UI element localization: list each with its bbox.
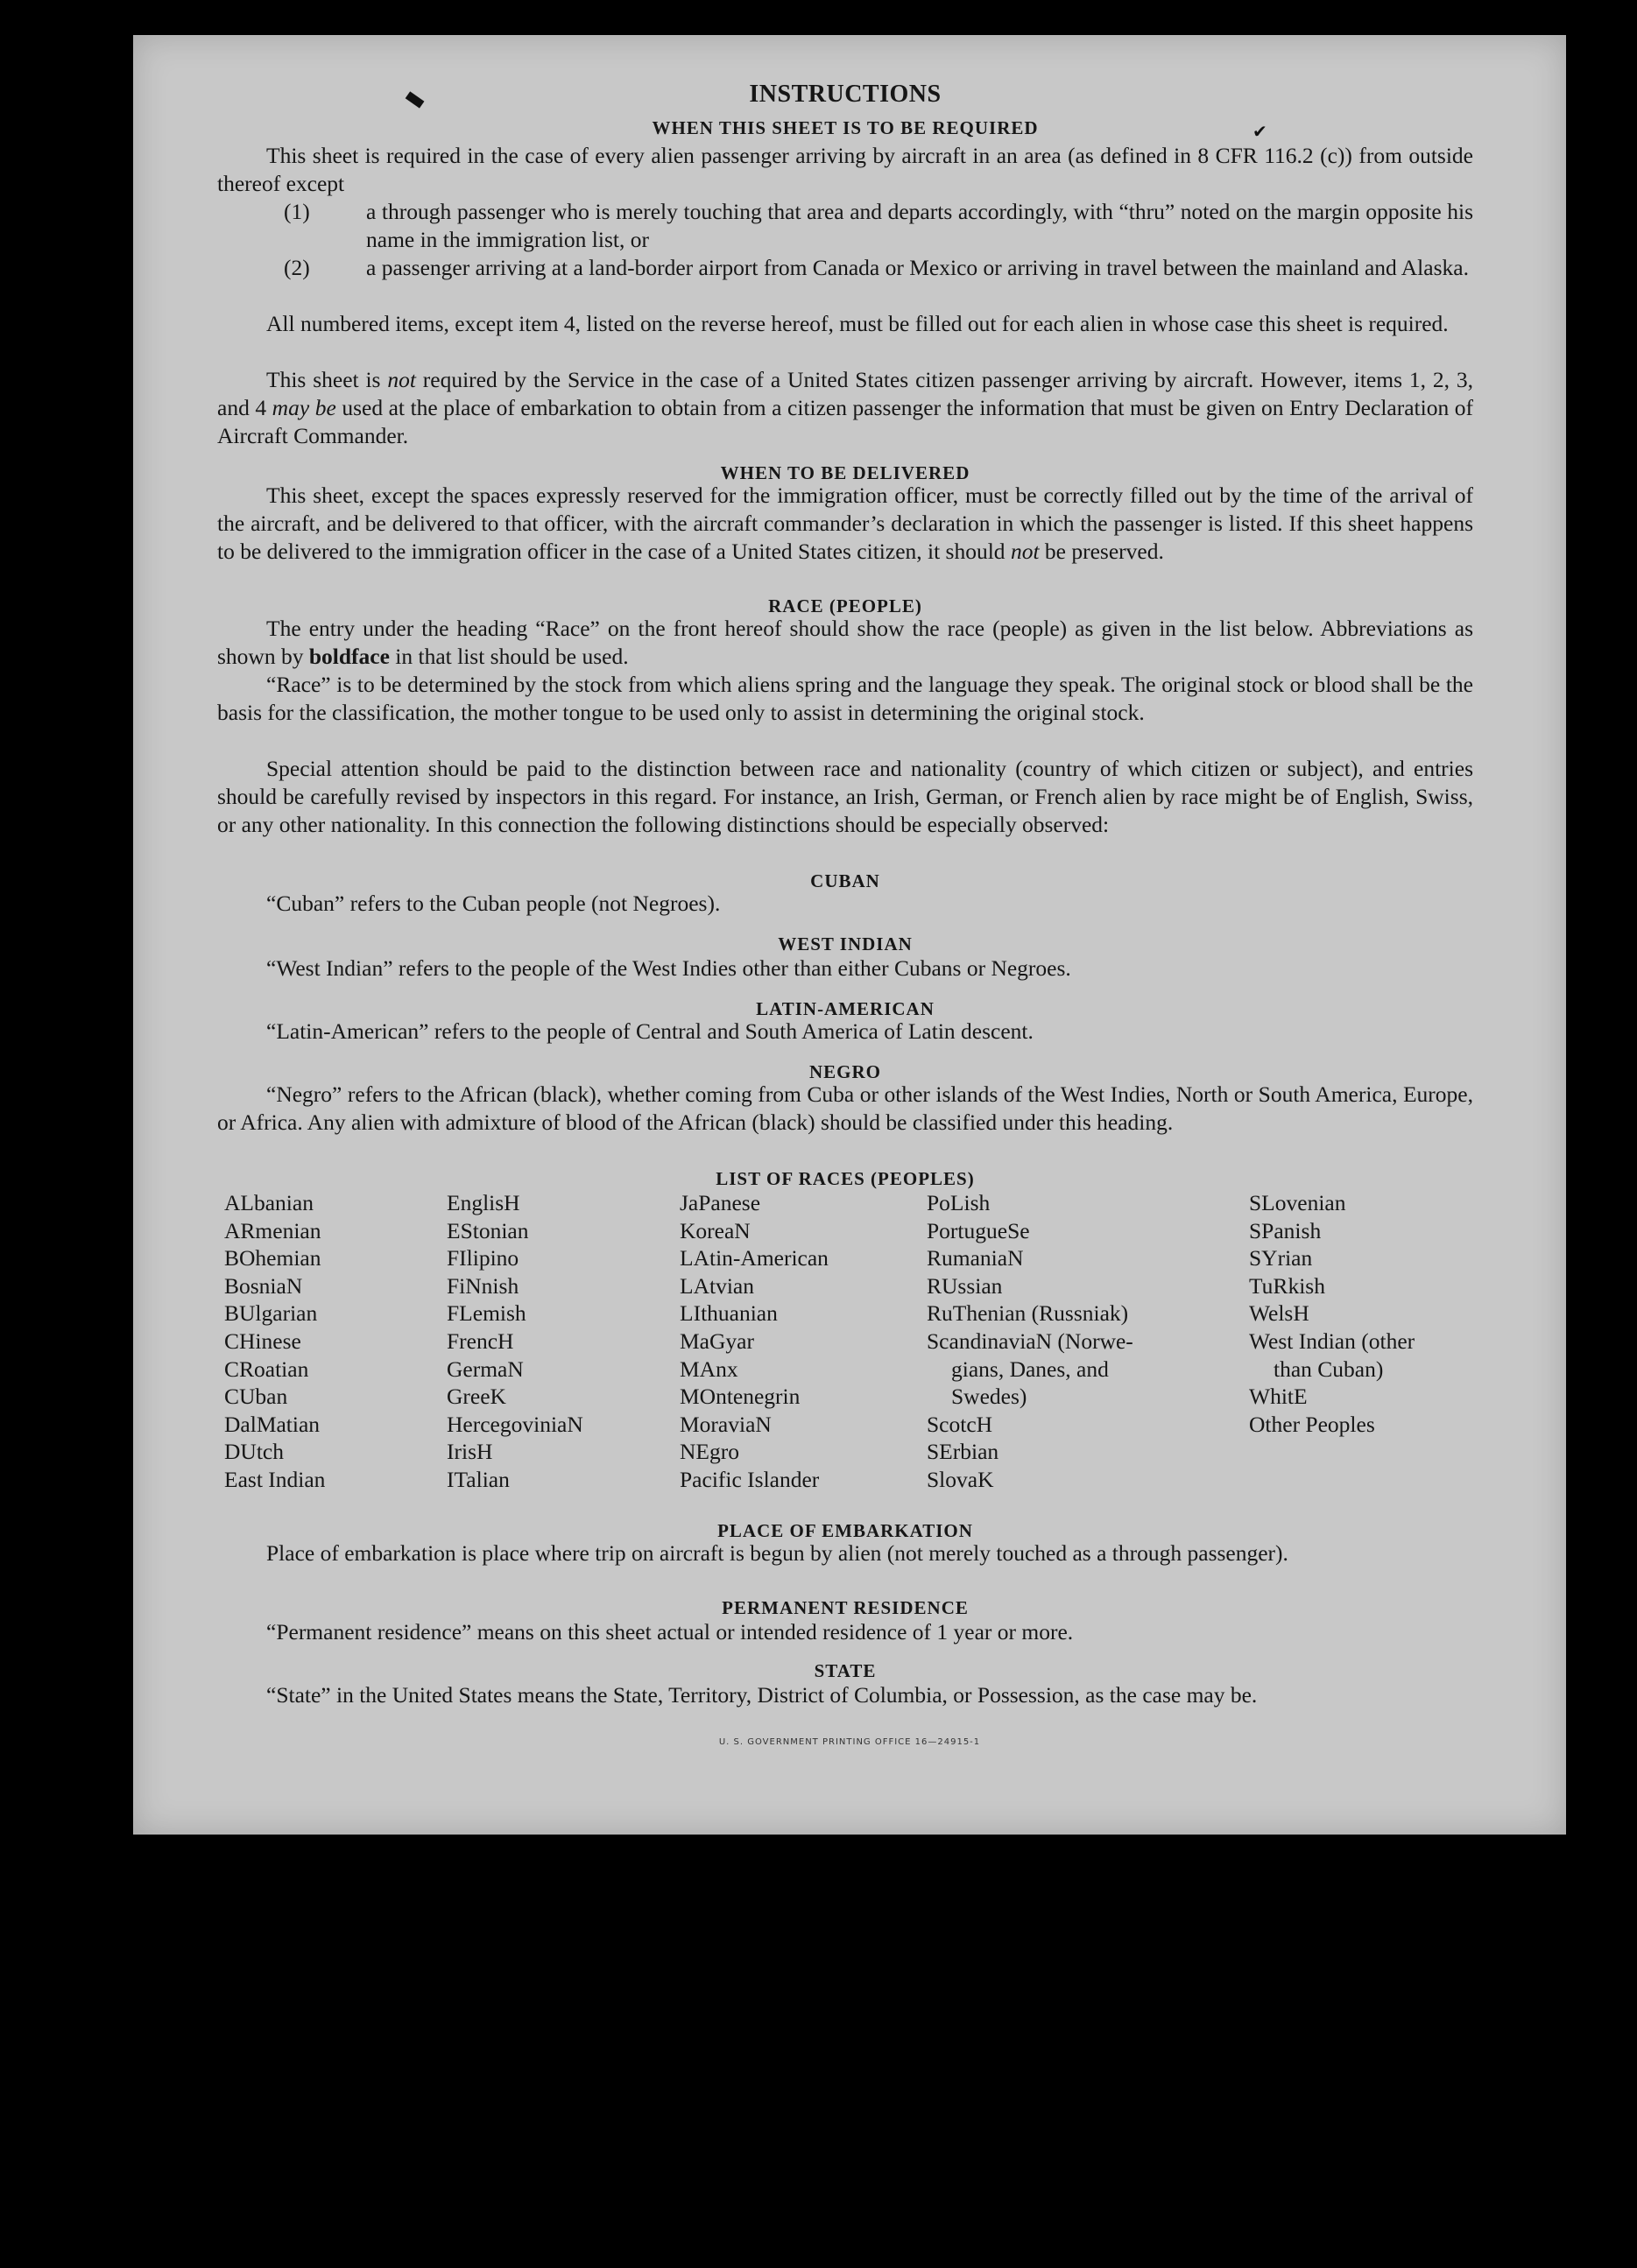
race-item: HercegoviniaN: [447, 1411, 583, 1437]
race-item: LAtvian: [680, 1272, 754, 1299]
race-item: SYrian: [1249, 1245, 1313, 1271]
race-item: RuThenian (Russniak): [927, 1300, 1129, 1327]
heading-embarkation: PLACE OF EMBARKATION: [717, 1520, 973, 1541]
race-item: WelsH: [1249, 1300, 1309, 1327]
race-item-continued: than Cuban): [1274, 1356, 1384, 1382]
text-west-indian: “West Indian” refers to the people of the West Indies other than either Cubans or Negroes.: [266, 955, 1071, 981]
heading-west-indian: WEST INDIAN: [778, 933, 913, 954]
race-item: SlovaK: [927, 1466, 994, 1492]
race-item: ARmenian: [224, 1217, 321, 1243]
heading-cuban: CUBAN: [810, 870, 880, 891]
text-negro: “Negro” refers to the African (black), whether coming from Cuba or other islands of the West Indies, North or South America, Europe, or Africa. Any alien with admixture of blood of the African (black) should be classified under this heading.: [217, 1081, 1473, 1135]
item-text: a passenger arriving at a land-border airport from Canada or Mexico or arriving in travel between the mainland and Alaska.: [366, 255, 1469, 280]
race-item: East Indian: [224, 1466, 326, 1492]
race-item: DalMatian: [224, 1411, 321, 1437]
paragraph-delivered: This sheet, except the spaces expressly reserved for the immigration officer, must be correctly filled out by the time of the arrival of the aircraft, and be delivered to that officer, with the aircraft commander’s declaration in which the passenger is listed. If this sheet happens to be delivered to the immigration officer in the case of a United States citizen, it should not be preserved.: [217, 482, 1473, 564]
race-item: Other Peoples: [1249, 1411, 1375, 1437]
item-number: (1): [284, 199, 310, 224]
text-embarkation: Place of embarkation is place where trip on aircraft is begun by alien (not merely touched as a through passenger).: [266, 1540, 1288, 1566]
heading-residence: PERMANENT RESIDENCE: [722, 1597, 969, 1618]
race-item: ITalian: [447, 1466, 510, 1492]
race-item: ScotcH: [927, 1411, 993, 1437]
section-heading-race: RACE (PEOPLE): [768, 595, 922, 616]
heading-negro: NEGRO: [808, 1061, 881, 1082]
document-sheet: [133, 35, 1566, 1835]
race-item: SLovenian: [1249, 1190, 1346, 1215]
exception-item-1: [284, 198, 1473, 254]
race-item: WhitE: [1249, 1384, 1308, 1410]
paragraph-race-entry: The entry under the heading “Race” on the front hereof should show the race (people) as given in the list below. Abbreviations as shown by boldface in that list should be used.: [217, 616, 1473, 669]
heading-list-of-races: LIST OF RACES (PEOPLES): [716, 1168, 975, 1189]
heading-latin-american: LATIN-AMERICAN: [756, 998, 935, 1019]
race-item: MOntenegrin: [680, 1384, 801, 1410]
races-column-2: [447, 1189, 583, 1494]
race-item: SErbian: [927, 1439, 999, 1465]
race-item: CRoatian: [224, 1356, 309, 1382]
race-item: NEgro: [680, 1439, 739, 1465]
races-column-1: [224, 1189, 325, 1494]
stray-mark: ▬: [399, 81, 432, 116]
race-item: JaPanese: [680, 1190, 761, 1215]
race-item: PoLish: [927, 1190, 991, 1215]
paragraph-race-nationality: Special attention should be paid to the distinction between race and nationality (country of which citizen or subject), and entries should be carefully revised by inspectors in this regard. For instance, an Irish, German, or French alien by race might be of English, Swiss, or any other nationality. In this connection the following distinctions should be especially observed:: [217, 756, 1473, 837]
race-item: PortugueSe: [927, 1217, 1030, 1243]
race-item-continued: Swedes): [951, 1384, 1027, 1410]
item-text: a through passenger who is merely touching that area and departs accordingly, with “thru” noted on the margin opposite his name in the immigration list, or: [366, 199, 1473, 252]
race-item: FrencH: [447, 1328, 514, 1354]
printing-office-footer: U. S. GOVERNMENT PRINTING OFFICE 16—24915-1: [718, 1737, 981, 1747]
page-title: INSTRUCTIONS: [749, 81, 942, 108]
races-column-4: [927, 1189, 1133, 1494]
section-heading-delivered: WHEN TO BE DELIVERED: [720, 462, 970, 483]
race-item: ScandinaviaN (Norwe-: [927, 1328, 1133, 1354]
race-item: IrisH: [447, 1439, 493, 1465]
paragraph-required: This sheet is required in the case of every alien passenger arriving by aircraft in an area (as defined in 8 CFR 116.2 (c)) from outside thereof except: [217, 143, 1473, 196]
race-item: FIlipino: [447, 1245, 519, 1271]
race-item: West Indian (other: [1249, 1328, 1415, 1354]
text-residence: “Permanent residence” means on this sheet actual or intended residence of 1 year or more.: [266, 1619, 1074, 1645]
race-item: LIthuanian: [680, 1300, 778, 1327]
race-item: BosniaN: [224, 1272, 303, 1299]
race-item: FLemish: [447, 1300, 526, 1327]
item-number: (2): [284, 255, 310, 280]
race-item: ALbanian: [224, 1190, 314, 1215]
race-item: RumaniaN: [927, 1245, 1024, 1271]
text-cuban: “Cuban” refers to the Cuban people (not Negroes).: [266, 891, 721, 916]
race-item: CHinese: [224, 1328, 301, 1354]
exception-item-2: [284, 254, 1473, 282]
race-item: SPanish: [1249, 1217, 1322, 1243]
race-item: DUtch: [224, 1439, 284, 1465]
race-item: TuRkish: [1249, 1272, 1325, 1299]
races-column-5: [1249, 1189, 1415, 1438]
paragraph-citizen: This sheet is not required by the Service in the case of a United States citizen passenger arriving by aircraft. However, items 1, 2, 3, and 4 may be used at the place of embarkation to obtain from a citizen passenger the information that must be given on Entry Declaration of Aircraft Commander.: [217, 367, 1473, 448]
race-item: FiNnish: [447, 1272, 519, 1299]
race-item: BOhemian: [224, 1245, 321, 1271]
paragraph-numbered-items: All numbered items, except item 4, listed on the reverse hereof, must be filled out for each alien in whose case this sheet is required.: [266, 311, 1449, 336]
race-item: EStonian: [447, 1217, 529, 1243]
races-column-3: [680, 1189, 829, 1494]
race-item: MoraviaN: [680, 1411, 772, 1437]
race-item: MAnx: [680, 1356, 738, 1382]
race-item: RUssian: [927, 1272, 1003, 1299]
race-item: KoreaN: [680, 1217, 751, 1243]
race-item-continued: gians, Danes, and: [951, 1356, 1109, 1382]
race-item: GermaN: [447, 1356, 524, 1382]
race-item: GreeK: [447, 1384, 506, 1410]
heading-state: STATE: [814, 1660, 877, 1681]
race-item: Pacific Islander: [680, 1466, 820, 1492]
race-item: MaGyar: [680, 1328, 754, 1354]
race-item: EnglisH: [447, 1190, 520, 1215]
race-item: BUlgarian: [224, 1300, 318, 1327]
paragraph-race-stock: “Race” is to be determined by the stock from which aliens spring and the language they speak. The original stock or blood shall be the basis for the classification, the mother tongue to be used only to assist in determining the original stock.: [217, 672, 1473, 725]
text-state: “State” in the United States means the State, Territory, District of Columbia, or Possession, as the case may be.: [266, 1682, 1258, 1708]
section-heading-required: WHEN THIS SHEET IS TO BE REQUIRED: [652, 117, 1039, 138]
text-latin-american: “Latin-American” refers to the people of Central and South America of Latin descent.: [266, 1018, 1034, 1044]
race-item: CUban: [224, 1384, 288, 1410]
race-item: LAtin-American: [680, 1245, 829, 1271]
check-mark: ✔: [1252, 121, 1267, 142]
